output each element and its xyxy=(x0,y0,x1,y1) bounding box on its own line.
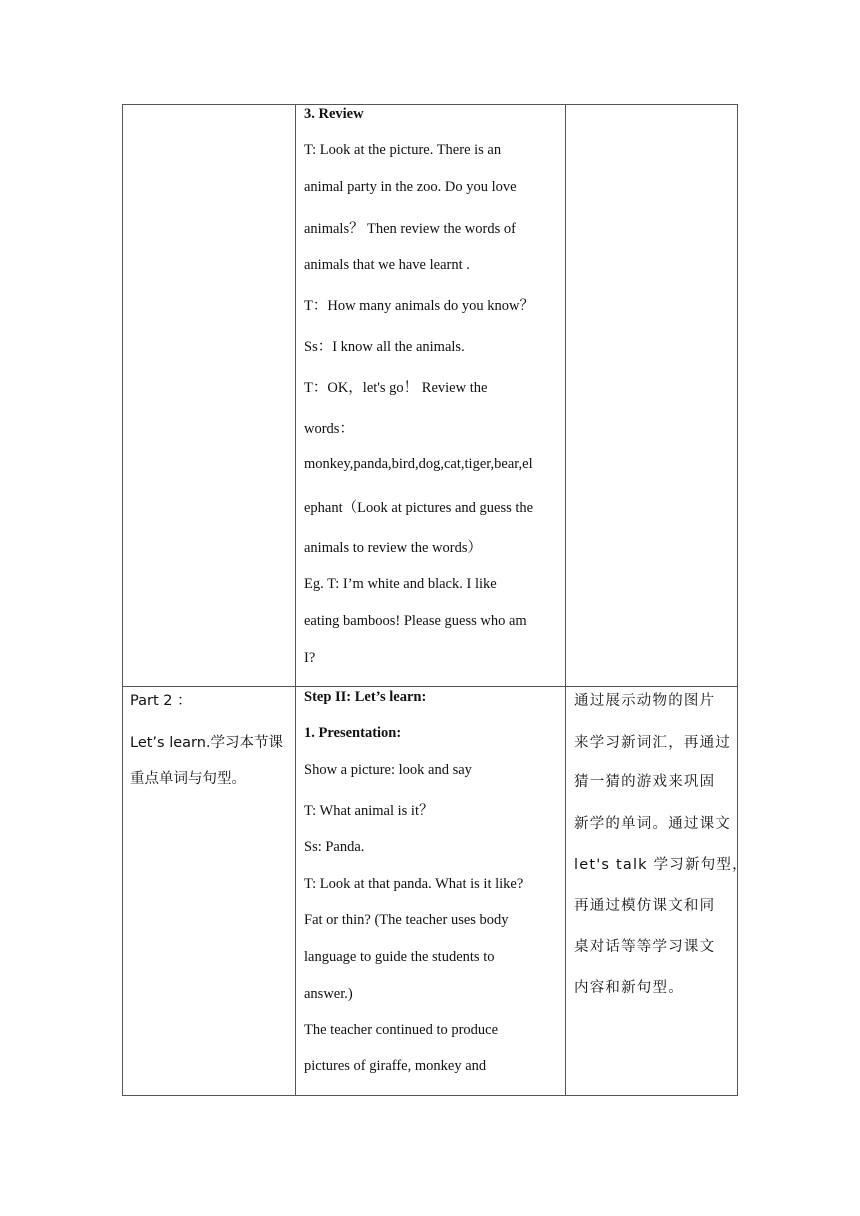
text-line: T: What animal is it？ xyxy=(304,803,434,819)
text-line: animals？ Then review the words of xyxy=(304,221,516,237)
text-line: 再通过模仿课文和同 xyxy=(574,898,716,914)
text-line: animal party in the zoo. Do you love xyxy=(304,179,517,195)
text-line: ephant（Look at pictures and guess the xyxy=(304,500,534,516)
text-line: Eg. T: I’m white and black. I like xyxy=(304,576,497,592)
text-line: Ss: Panda. xyxy=(304,839,365,855)
purpose-cell xyxy=(566,105,737,686)
text-line: Let’s learn.学习本节课 xyxy=(130,735,284,751)
text-line: Step II: Let’s learn: xyxy=(304,689,427,705)
text-line: answer.) xyxy=(304,986,353,1002)
text-line: animals that we have learnt . xyxy=(304,257,470,273)
text-line: T: Look at that panda. What is it like? xyxy=(304,876,524,892)
table-row-review xyxy=(122,104,738,687)
text-line: monkey,panda,bird,dog,cat,tiger,bear,el xyxy=(304,456,533,472)
text-line: T：OK，let's go！ Review the xyxy=(304,380,488,396)
lesson-plan-table xyxy=(122,104,748,1096)
purpose-cell xyxy=(566,687,748,1095)
text-line: animals to review the words） xyxy=(304,540,482,556)
text-line: T: Look at the picture. There is an xyxy=(304,142,502,158)
stage-cell xyxy=(123,687,296,1095)
stage-cell xyxy=(123,105,296,686)
text-line: I? xyxy=(304,650,316,666)
text-line: 1. Presentation: xyxy=(304,725,402,741)
text-line: pictures of giraffe, monkey and xyxy=(304,1058,487,1074)
text-line: 3. Review xyxy=(304,106,364,122)
text-line: 内容和新句型。 xyxy=(574,980,684,996)
text-line: T：How many animals do you know？ xyxy=(304,298,534,314)
activity-cell xyxy=(296,105,566,686)
text-line: words： xyxy=(304,421,354,437)
text-line: 来学习新词汇，再通过 xyxy=(574,735,731,751)
text-line: Show a picture: look and say xyxy=(304,762,472,778)
text-line: The teacher continued to produce xyxy=(304,1022,499,1038)
table-row-lets-learn xyxy=(122,687,748,1096)
text-line: 猜一猜的游戏来巩固 xyxy=(574,774,716,790)
text-line: let's talk 学习新句型， xyxy=(574,857,748,873)
text-line: language to guide the students to xyxy=(304,949,495,965)
text-line: 桌对话等等学习课文 xyxy=(574,939,716,955)
text-line: 新学的单词。通过课文 xyxy=(574,816,731,832)
text-line: Fat or thin? (The teacher uses body xyxy=(304,912,509,928)
text-line: 重点单词与句型。 xyxy=(130,771,246,787)
activity-cell xyxy=(296,687,566,1095)
text-line: Part 2 ： xyxy=(130,693,192,709)
text-line: Ss：I know all the animals. xyxy=(304,339,465,355)
text-line: eating bamboos! Please guess who am xyxy=(304,613,527,629)
text-line: 通过展示动物的图片 xyxy=(574,693,716,709)
